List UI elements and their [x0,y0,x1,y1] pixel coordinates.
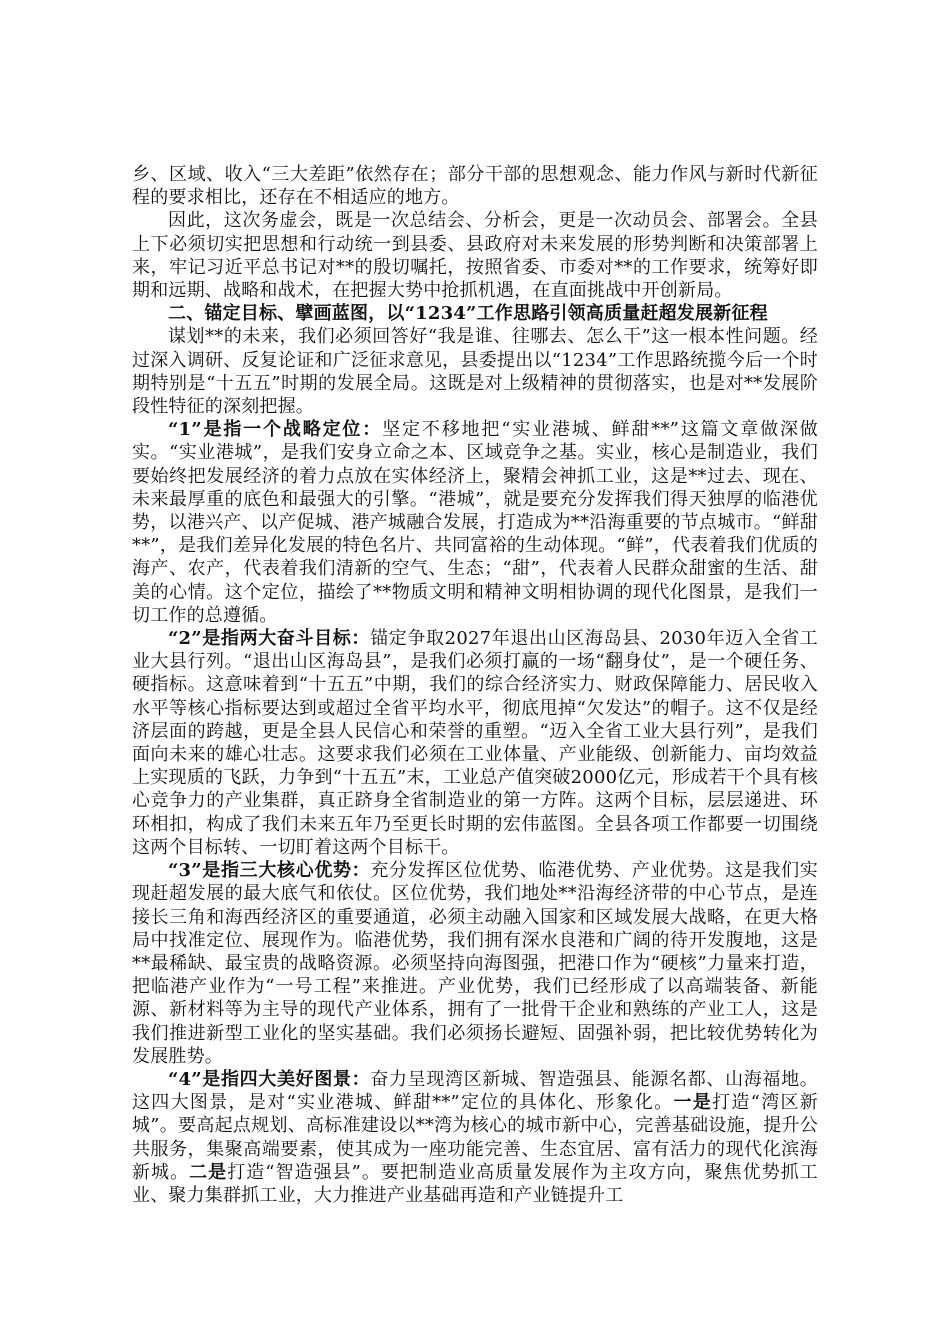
paragraph-strategic-positioning [132,418,818,627]
marker-second: 二是 [189,1161,228,1183]
document-page [132,163,818,1207]
section-heading-2: 二、锚定目标、擘画蓝图，以“1234”工作思路引领高质量赶超发展新征程 [168,303,768,325]
paragraph-continuation: 乡、区域、收入“三大差距”依然存在；部分干部的思想观念、能力作风与新时代新征程的要求相比，还存在不相适应的地方。 [132,164,818,209]
paragraph-summary: 因此，这次务虚会，既是一次总结会、分析会，更是一次动员会、部署会。全县上下必须切实把思想和行动统一到县委、县政府对未来发展的形势判断和决策部署上来，牢记习近平总书记对**的殷切嘱托，按照省委、市委对**的工作要求，统筹好即期和远期、战略和战术，在把握大势中抢抓机遇，在直面挑战中开创新局。 [132,210,818,302]
body-four-visions-1: 奋力呈现湾区新城、智造强县、能源名都、山海福地。这四大图景，是对“实业港城、鲜甜**”定位的具体化、形象化。 [132,1068,818,1114]
body-strategic-positioning: 坚定不移地把“实业港城、鲜甜**”这篇文章做深做实。“实业港城”，是我们安身立命之本、区域竞争之基。实业，核心是制造业，我们要始终把发展经济的着力点放在实体经济上，聚精会神抓工业，这是**过去、现在、未来最厚重的底色和最强大的引擎。“港城”，就是要充分发挥我们得天独厚的临港优势，以港兴产、以产促城、港产城融合发展，打造成为**沿海重要的节点城市。“鲜甜**”，是我们差异化发展的特色名片、共同富裕的生动体现。“鲜”，代表着我们优质的海产、农产，代表着我们清新的空气、生态；“甜”，代表着人民群众甜蜜的生活、甜美的心情。这个定位，描绘了**物质文明和精神文明相协调的现代化图景，是我们一切工作的总遵循。 [132,419,818,626]
paragraph-three-advantages [132,859,818,1068]
body-four-visions-2: 打造“湾区新城”。要高起点规划、高标准建设以**湾为核心的城市新中心，完善基础设施，提升公共服务，集聚高端要素，使其成为一座功能完善、生态宜居、富有活力的现代化滨海新城。 [132,1092,819,1183]
paragraph-two-goals [132,627,818,859]
lead-strategic-positioning: “1”是指一个战略定位： [168,419,383,441]
paragraph-four-visions [132,1068,818,1207]
marker-first: 一是 [673,1092,713,1114]
lead-four-visions: “4”是指四大美好图景： [168,1068,371,1090]
body-three-advantages: 充分发挥区位优势、临港优势、产业优势。这是我们实现赶超发展的最大底气和依仗。区位优势，我们地处**沿海经济带的中心节点，是连接长三角和海西经济区的重要通道，必须主动融入国家和区域发展大战略，在更大格局中找准定位、展现作为。临港优势，我们拥有深水良港和广阔的待开发腹地，这是**最稀缺、最宝贵的战略资源。必须坚持向海图强，把港口作为“硬核”力量来打造，把临港产业作为“一号工程”来推进。产业优势，我们已经形成了以高端装备、新能源、新材料等为主导的现代产业体系，拥有了一批骨干企业和熟练的产业工人，这是我们推进新型工业化的坚实基础。我们必须扬长避短、固强补弱，把比较优势转化为发展胜势。 [132,860,818,1067]
paragraph-intro-1234: 谋划**的未来，我们必须回答好“我是谁、往哪去、怎么干”这一根本性问题。经过深入调研、反复论证和广泛征求意见，县委提出以“1234”工作思路统揽今后一个时期特别是“十五五”时期的发展全局。这既是对上级精神的贯彻落实，也是对**发展阶段性特征的深刻把握。 [132,326,818,418]
body-four-visions-3: 打造“智造强县”。要把制造业高质量发展作为主攻方向，聚焦优势抓工业、聚力集群抓工业，大力推进产业基础再造和产业链提升工 [132,1161,818,1206]
lead-three-advantages: “3”是指三大核心优势： [168,860,371,882]
lead-two-goals: “2”是指两大奋斗目标： [168,628,371,650]
body-two-goals: 锚定争取2027年退出山区海岛县、2030年迈入全省工业大县行列。“退出山区海岛县”，是我们必须打赢的一场“翻身仗”，是一个硬任务、硬指标。这意味着到“十五五”中期，我们的综合经济实力、财政保障能力、居民收入水平等核心指标要达到或超过全省平均水平，彻底甩掉“欠发达”的帽子。这不仅是经济层面的跨越，更是全县人民信心和荣誉的重塑。“迈入全省工业大县行列”，是我们面向未来的雄心壮志。这要求我们必须在工业体量、产业能级、创新能力、亩均效益上实现质的飞跃，力争到“十五五”末，工业总产值突破2000亿元，形成若干个具有核心竞争力的产业集群，真正跻身全省制造业的第一方阵。这两个目标，层层递进、环环相扣，构成了我们未来五年乃至更长时期的宏伟蓝图。全县各项工作都要一切围绕这两个目标转、一切盯着这两个目标干。 [132,628,819,858]
